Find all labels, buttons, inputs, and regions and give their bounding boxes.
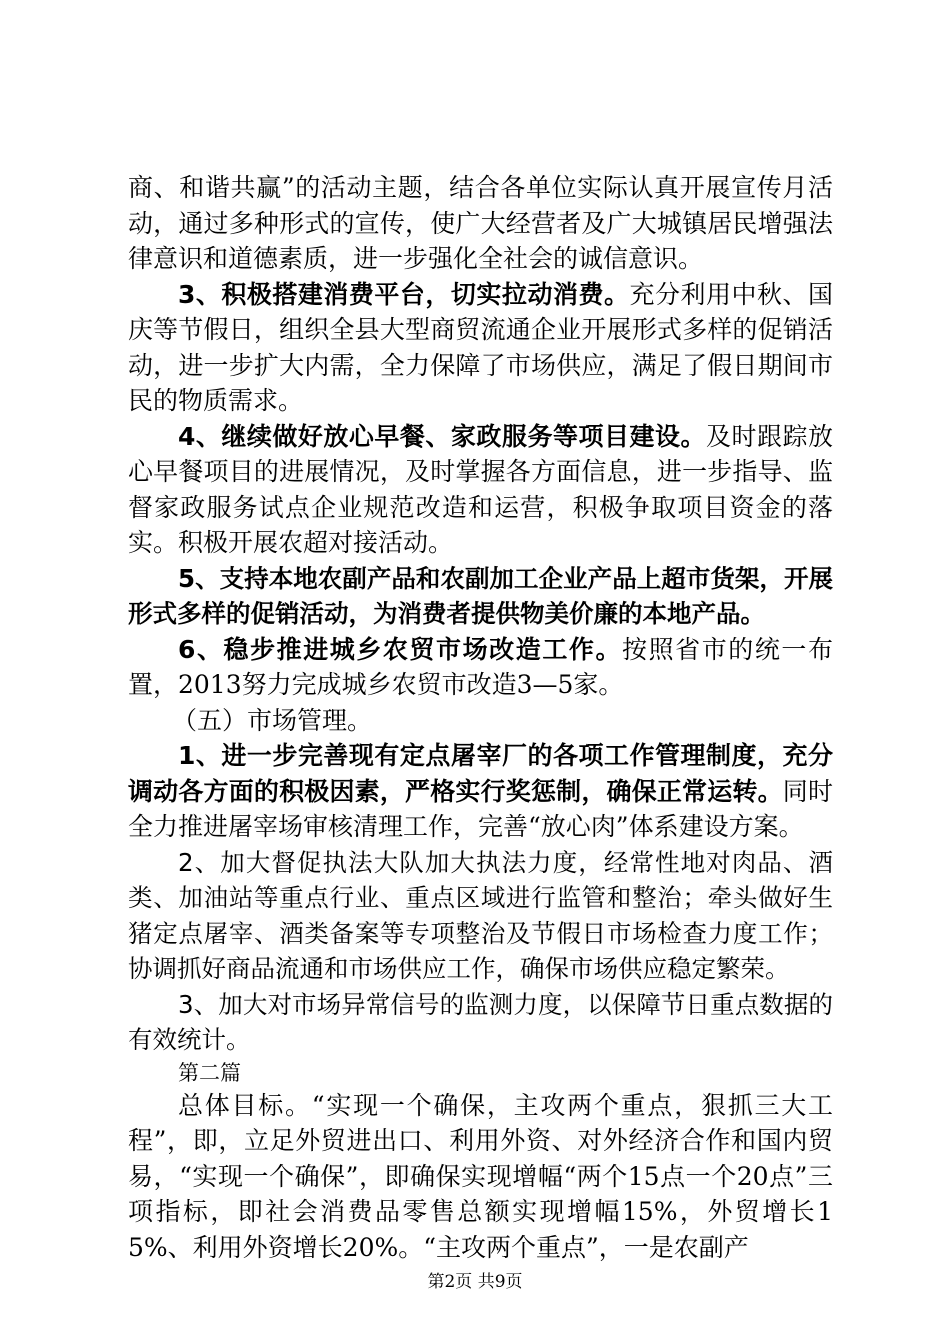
paragraph-monitoring bbox=[128, 987, 833, 1058]
paragraph-heading: 6、稳步推进城乡农贸市场改造工作。 bbox=[178, 634, 623, 664]
paragraph-law-enforcement bbox=[128, 845, 833, 987]
paragraph-heading: 4、继续做好放心早餐、家政服务等项目建设。 bbox=[178, 421, 706, 451]
paragraph-text: 5、支持本地农副产品和农副加工企业产品上超市货架，开展形式多样的促销活动，为消费者提供物美价廉的本地产品。 bbox=[128, 563, 833, 628]
paragraph-local-products bbox=[128, 561, 833, 632]
page-number: 第2页 共9页 bbox=[427, 1272, 523, 1292]
chapter-title: 第二篇 bbox=[178, 1060, 241, 1085]
paragraph-continuation bbox=[128, 170, 833, 277]
paragraph-text: 充分利用中秋、国庆等节假日，组织全县大型商贸流通企业开展形式多样的促销活动，进一步扩大内需，全力保障了市场供应，满足了假日期间市民的物质需求。 bbox=[128, 279, 833, 415]
paragraph-text: 商、和谐共赢”的活动主题，结合各单位实际认真开展宣传月活动，通过多种形式的宣传，使广大经营者及广大城镇居民增强法律意识和道德素质，进一步强化全社会的诚信意识。 bbox=[128, 173, 833, 273]
document-body bbox=[128, 170, 833, 1265]
paragraph-text: 1、进一步完善现有定点屠宰厂的各项工作管理制度，充分调动各方面的积极因素，严格实行奖惩制，确保正常运转。 bbox=[128, 741, 833, 806]
paragraph-breakfast-housekeeping bbox=[128, 419, 833, 561]
section-heading: （五）市场管理。 bbox=[172, 705, 373, 735]
paragraph-heading: 3、积极搭建消费平台，切实拉动消费。 bbox=[178, 279, 630, 309]
paragraph-consumption-platform bbox=[128, 277, 833, 419]
paragraph-text: 及时跟踪放心早餐项目的进展情况，及时掌握各方面信息，进一步指导、监督家政服务试点企业规范改造和运营，积极争取项目资金的落实。积极开展农超对接活动。 bbox=[128, 421, 833, 557]
section-heading-market-management bbox=[128, 703, 833, 739]
paragraph-text: 按照省市的统一布置，2013努力完成城乡农贸市改造3—5家。 bbox=[128, 634, 833, 699]
paragraph-text-cont: 同时全力推进屠宰场审核清理工作，完善“放心肉”体系建设方案。 bbox=[128, 776, 833, 841]
chapter-heading bbox=[128, 1058, 833, 1088]
paragraph-text: 总体目标。“实现一个确保，主攻两个重点，狠抓三大工程”，即，立足外贸进出口、利用外资、对外经济合作和国内贸易，“实现一个确保”，即确保实现增幅“两个15点一个20点”三项指标，即社会消费品零售总额实现增幅15%，外贸增长15%、利用外资增长20%。“主攻两个重点”，一是农副产 bbox=[128, 1090, 833, 1262]
paragraph-text: 2、加大督促执法大队加大执法力度，经常性地对肉品、酒类、加油站等重点行业、重点区域进行监管和整治；牵头做好生猪定点屠宰、酒类备案等专项整治及节假日市场检查力度工作；协调抓好商品流通和市场供应工作，确保市场供应稳定繁荣。 bbox=[128, 847, 833, 983]
paragraph-overall-goal bbox=[128, 1088, 833, 1266]
paragraph-market-renovation bbox=[128, 632, 833, 703]
paragraph-text: 3、加大对市场异常信号的监测力度，以保障节日重点数据的有效统计。 bbox=[128, 989, 833, 1054]
page-footer bbox=[0, 1267, 950, 1292]
paragraph-slaughterhouse bbox=[128, 738, 833, 845]
